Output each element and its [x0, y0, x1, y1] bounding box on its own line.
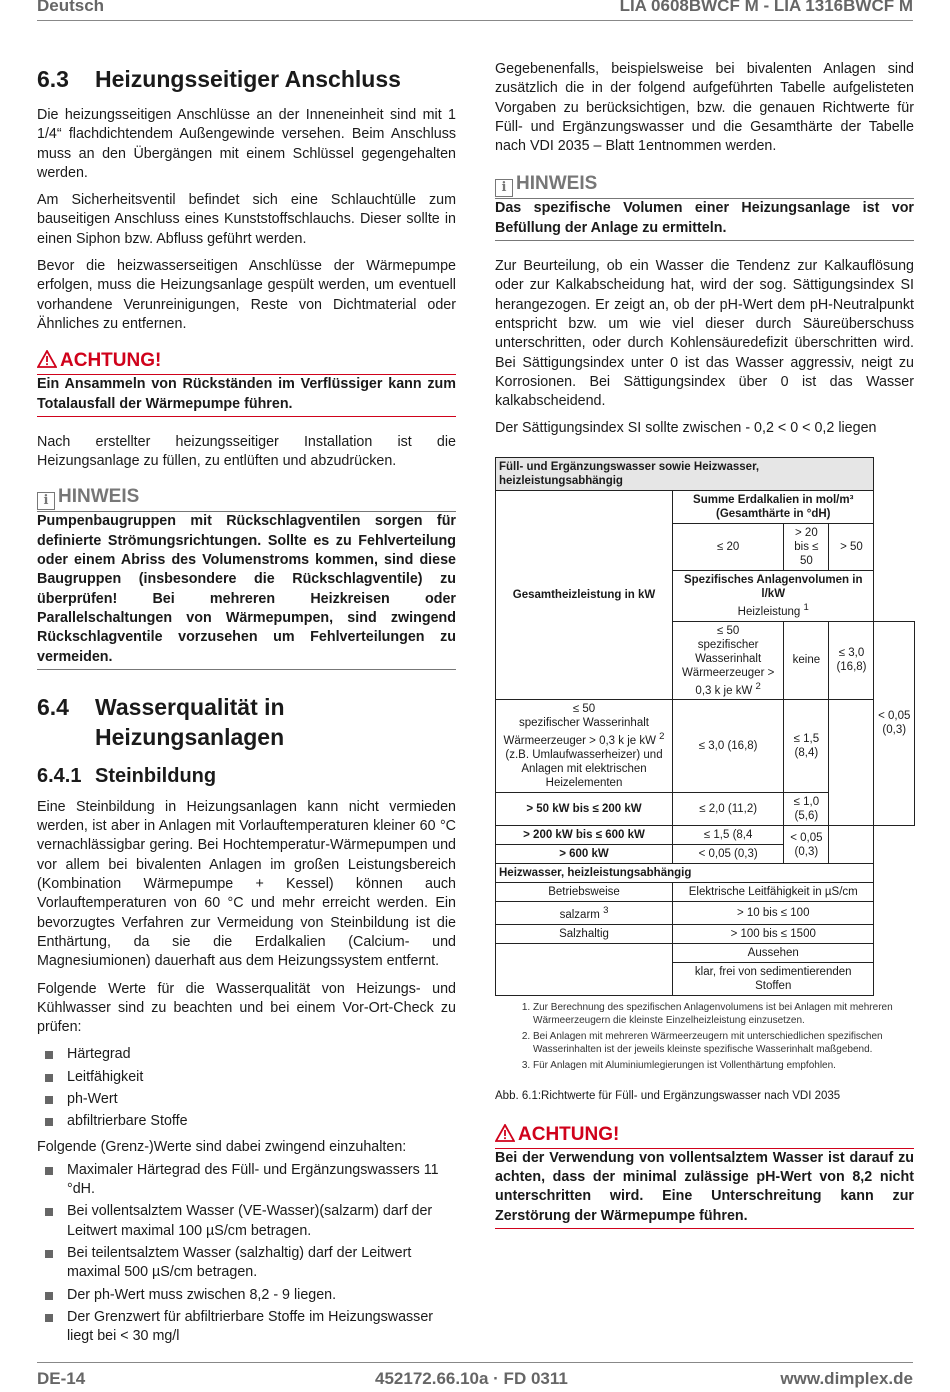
paragraph: Die heizungsseitigen Anschlüsse an der Inneneinheit sind mit 1 1/4“ flachdichtendem Außengewinde versehen. Beim Anschluss muss an den Übergängen mit einem Schlüssel gegengehalten werden.	[37, 107, 456, 181]
table-row-label: > 600 kW	[496, 845, 673, 864]
list-item: abfiltrierbare Stoffe	[37, 1112, 456, 1131]
table-row-label: ≤ 50 spezifischer Wasserinhalt Wärmeerzeuger > 0,3 k je kW $^2$	[673, 621, 784, 700]
water-quality-table	[495, 457, 915, 996]
footnote: 3. Für Anlagen mit Aluminiumlegierungen ist Vollenthärtung empfohlen.	[533, 1060, 914, 1073]
right-column	[495, 60, 914, 1245]
info-text: Pumpenbaugruppen mit Rückschlagventilen sorgen für definierte Strömungsrichtungen. Sollte es zu Fehlverteilung oder einem Abriss des Volumenstroms kommen, sind diese Baugruppen (insbesondere die Rückschlagventile) zu überprüfen! Bei mehreren Heizkreisen oder Parallelschaltungen von Wärmepumpen, sind zwingend Rückschlagventile vorzusehen um Fehlverteilungen zu vermeiden.	[37, 512, 456, 669]
table-cell: ≤ 3,0 (16,8)	[829, 621, 874, 700]
warning-notice	[495, 1124, 914, 1229]
footnote: 2. Bei Anlagen mit mehreren Wärmeerzeugern mit unterschiedlichen spezifischen Wasserinhalten ist der jeweils kleinste spezifische Wasserinhalt maßgebend.	[533, 1031, 914, 1056]
list-item: Der ph-Wert muss zwischen 8,2 - 9 liegen.	[37, 1286, 456, 1305]
section-6-4-1-heading: 6.4.1 Steinbildung	[37, 764, 217, 787]
page-footer	[37, 1362, 913, 1392]
table-cell: keine	[784, 621, 829, 700]
section-6-4-heading: 6.4 Wasserqualität in Heizungsanlagen	[37, 693, 285, 750]
section-6-3-heading: 6.3 Heizungsseitiger Anschluss	[37, 66, 401, 92]
list-item: Bei vollentsalztem Wasser (VE-Wasser)(salzarm) darf der Leitwert maximal 100 µS/cm betragen.	[37, 1202, 456, 1241]
info-title: HINWEIS	[58, 486, 140, 508]
warning-triangle-icon	[37, 350, 57, 373]
table-row-label: ≤ 50 spezifischer Wasserinhalt Wärmeerzeuger > 0,3 k je kW $^2$ (z.B. Umlaufwasserheizer) und Anlagen mit elektrischen Heizelementen	[496, 700, 673, 793]
warning-text: Bei der Verwendung von vollentsalztem Wasser ist darauf zu achten, dass der minimal zulässige pH-Wert von 8,2 nicht unterschritten wird. Eine Unterschreitung kann zur Zerstörung der Wärmepumpe führen.	[495, 1149, 914, 1229]
paragraph: Folgende Werte für die Wasserqualität von Heizungs- und Kühlwasser sind zu beachten und bei einem Vor-Ort-Check zu prüfen:	[37, 980, 456, 1036]
table-cell: < 0,05 (0,3)	[874, 621, 915, 826]
page-header	[37, 0, 913, 21]
warning-text: Ein Ansammeln von Rückständen im Verflüssiger kann zum Totalausfall der Wärmepumpe führen.	[37, 375, 456, 417]
paragraph: Der Sättigungsindex SI sollte zwischen - 0,2 < 0 < 0,2 liegen	[495, 420, 877, 437]
table-cell: < 0,05 (0,3)	[784, 826, 829, 864]
paragraph: Eine Steinbildung in Heizungsanlagen kann nicht vermieden werden, ist aber in Anlagen mit Vorlauftemperaturen kleiner 60 °C vernachlässigbar gering. Bei Hochtemperatur-Wärmepumpen und vor allem bei bivalenten Anlagen im großen Leistungsbereich (Kombination Wärmepumpe + Kessel) können auch Vorlauftemperaturen von 60 °C und mehr erreicht werden. Ein bevorzugtes Verfahren zur Vermeidung von Steinbildung ist die Enthärtung, da sie die Erdalkalien (Calcium- und Magnesiumionen) dauerhaft aus dem Heizungssystem entfernt.	[37, 798, 456, 970]
list-item: Maximaler Härtegrad des Füll- und Ergänzungswassers 11 °dH.	[37, 1161, 456, 1200]
left-column	[37, 60, 456, 1353]
footnote: 1. Zur Berechnung des spezifischen Anlagenvolumens ist bei Anlagen mit mehreren Wärmeerzeugern die kleinste Einzelheizleistung einzusetzen.	[533, 1002, 914, 1027]
table-cell: ≤ 20	[673, 523, 784, 570]
table-cell: < 0,05 (0,3)	[673, 845, 784, 864]
info-icon: i	[37, 492, 55, 510]
website-link[interactable]: www.dimplex.de	[780, 1369, 913, 1388]
warning-title: ACHTUNG!	[60, 350, 162, 372]
info-title: HINWEIS	[516, 173, 598, 195]
header-language: Deutsch	[37, 0, 105, 15]
limit-list	[37, 1161, 456, 1347]
list-item: Härtegrad	[37, 1045, 456, 1064]
table-col-label: Gesamtheizleistung in kW	[496, 490, 673, 700]
table-cell: Betriebsweise	[496, 883, 673, 902]
table-sum-header: Summe Erdalkalien in mol/m³ (Gesamthärte in °dH)	[673, 490, 874, 523]
table-row-label: > 200 kW bis ≤ 600 kW	[496, 826, 673, 845]
table-cell: salzarm $^3$	[496, 902, 673, 925]
list-item: Der Grenzwert für abfiltrierbare Stoffe im Heizungswasser liegt bei < 30 mg/l	[37, 1308, 456, 1347]
table-cell: Aussehen	[673, 944, 874, 963]
table-cell: > 20 bis ≤ 50	[784, 523, 829, 570]
table-cell: ≤ 1,0 (5,6)	[784, 793, 829, 826]
table-footnotes	[495, 1002, 914, 1073]
figure-caption: Abb. 6.1:Richtwerte für Füll- und Ergänzungswasser nach VDI 2035	[495, 1089, 841, 1102]
warning-title: ACHTUNG!	[518, 1123, 620, 1145]
table-cell: ≤ 3,0 (16,8)	[673, 700, 784, 793]
table-subtitle: Heizwasser, heizleistungsabhängig	[496, 864, 874, 883]
page-number: DE-14	[37, 1369, 86, 1388]
table-cell: Salzhaltig	[496, 925, 673, 944]
table-row-label: > 50 kW bis ≤ 200 kW	[496, 793, 673, 826]
table-title: Füll- und Ergänzungswasser sowie Heizwasser, heizleistungsabhängig	[496, 457, 874, 490]
header-model: LIA 0608BWCF M - LIA 1316BWCF M	[619, 0, 913, 15]
table-cell: ≤ 2,0 (11,2)	[673, 793, 784, 826]
paragraph: Folgende (Grenz-)Werte sind dabei zwingend einzuhalten:	[37, 1138, 407, 1155]
warning-triangle-icon	[495, 1124, 515, 1147]
paragraph: Zur Beurteilung, ob ein Wasser die Tendenz zur Kalkauflösung oder zur Kalkabscheidung hat, wird der sog. Sättigungsindex SI herangezogen. Er zeigt an, ob der pH-Wert dem pH-Neutralpunkt entspricht bzw. um wie viel dieser durch Säureüberschuss unterschritten, oder durch Kohlensäuredefizit überschritten wird. Bei Sättigungsindex unter 0 ist das Wasser aggressiv, neigt zu Korrosionen. Bei Sättigungsindex über 0 ist das Wasser kalkabscheidend.	[495, 258, 914, 410]
table-cell: ≤ 1,5 (8,4)	[784, 700, 829, 793]
table-cell: klar, frei von sedimentierenden Stoffen	[673, 963, 874, 996]
table-cell: Elektrische Leitfähigkeit in µS/cm	[673, 883, 874, 902]
warning-notice	[37, 350, 456, 417]
info-icon: i	[495, 179, 513, 197]
list-item: Bei teilentsalztem Wasser (salzhaltig) darf der Leitwert maximal 500 µS/cm betragen.	[37, 1244, 456, 1283]
table-cell: ≤ 1,5 (8,4	[673, 826, 784, 845]
table-cell: > 100 bis ≤ 1500	[673, 925, 874, 944]
table-cell: > 50	[829, 523, 874, 570]
table-volume-header: Spezifisches Anlagenvolumen in l/kW Heizleistung $^1$	[673, 570, 874, 621]
check-list	[37, 1045, 456, 1131]
paragraph: Am Sicherheitsventil befindet sich eine Schlauchtülle zum bauseitigen Anschluss eines Kunststoffschlauchs. Dieser sollte in einen Siphon bzw. Abfluss geführt werden.	[37, 192, 456, 247]
paragraph: Gegebenenfalls, beispielsweise bei bivalenten Anlagen sind zusätzlich die in der folgend aufgeführten Tabelle aufgelisteten Vorgaben zu berücksichtigen, bzw. die genauen Richtwerte für Füll- und Ergänzungswasser und die Gesamthärte der Tabelle nach VDI 2035 – Blatt 1entnommen werden.	[495, 61, 914, 155]
document-number: 452172.66.10a · FD 0311	[375, 1369, 568, 1388]
table-cell: > 10 bis ≤ 100	[673, 902, 874, 925]
info-notice	[495, 174, 914, 241]
paragraph: Bevor die heizwasserseitigen Anschlüsse der Wärmepumpe erfolgen, muss die Heizungsanlage gespült werden, um eventuell vorhandene Verunreinigungen, Reste von Dichtmaterial oder Ähnliches zu entfernen.	[37, 258, 456, 332]
list-item: ph-Wert	[37, 1090, 456, 1109]
info-notice	[37, 487, 456, 669]
info-text: Das spezifische Volumen einer Heizungsanlage ist vor Befüllung der Anlage zu ermitteln.	[495, 199, 914, 241]
list-item: Leitfähigkeit	[37, 1068, 456, 1087]
paragraph: Nach erstellter heizungsseitiger Installation ist die Heizungsanlage zu füllen, zu entlüften und abzudrücken.	[37, 433, 456, 470]
